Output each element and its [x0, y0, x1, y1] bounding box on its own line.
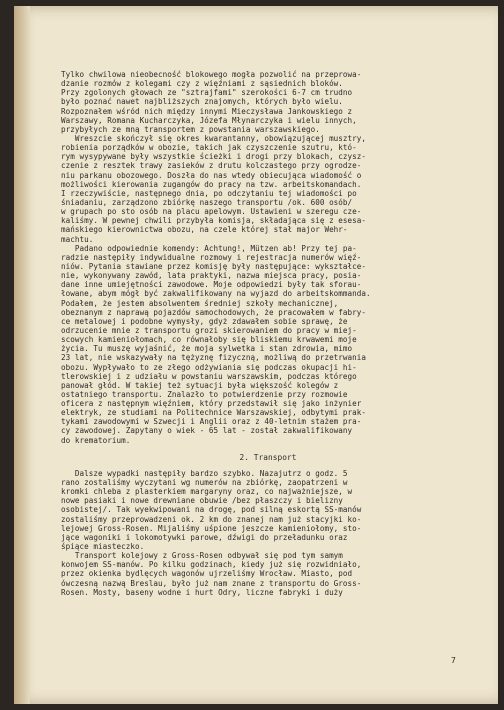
- text-line: machtu.: [61, 234, 94, 244]
- text-line: możliwości kierowania zugangów do pracy na tzw. arbeitskomandach.: [61, 179, 362, 189]
- text-line: obozu. Wypływało to ze złego odżywiania się podczas okupacji hi-: [61, 362, 357, 372]
- text-line: elektryk, ze studiami na Politechnice Warszawskiej, odbytymi prak-: [61, 408, 367, 418]
- text-line: oficera z następnym więźniem, który przedstawił się jako inżynier: [61, 399, 362, 409]
- text-line: kromki chleba z plasterkiem margaryny oraz, co najważniejsze, w: [61, 487, 353, 497]
- paragraph-2: [61, 134, 475, 244]
- text-line: Przy zgolonych głowach ze "sztrajfami" szerokości 6-7 cm trudno: [61, 88, 353, 98]
- text-line: Transport kolejowy z Gross-Rosen odbywał się pod tym samym: [61, 551, 343, 561]
- text-line: 23 lat, nie wskazywały na tężyznę fizyczną, możliwą do przetrwania: [61, 353, 367, 363]
- text-line: Rozpoznałem wśród nich między innymi Mieczysława Jankowskiego z: [61, 106, 353, 116]
- text-line: do krematorium.: [61, 435, 131, 445]
- text-line: kaliśmy. W pewnej chwili przybyła komisja, składająca się z esesa-: [61, 216, 367, 226]
- text-line: cy zawodowej. Zapytany o wiek - 65 lat - został zakwalifikowany: [61, 426, 353, 436]
- text-line: osobistej/. Tak wyekwipowani na drogę, pod silną eskortą SS-manów: [61, 505, 362, 515]
- text-line: śpiące miasteczko.: [61, 542, 145, 552]
- text-line: Rosen. Mosty, baseny wodne i hurt Odry, liczne fabryki i duży: [61, 587, 343, 597]
- text-line: przybyłych ze mną transportem z powstania warszawskiego.: [61, 124, 320, 134]
- text-line: Podałem, że jestem absolwentem średniej szkoły mechanicznej,: [61, 298, 339, 308]
- paragraph-1: [61, 70, 475, 134]
- text-line: zostaliśmy przeprowadzeni ok. 2 km do znanej nam już stacyjki ko-: [61, 514, 362, 524]
- paragraph-4: [61, 469, 475, 551]
- text-line: było poznać nawet najbliższych znajomych, których było wielu.: [61, 97, 343, 107]
- text-line: Padano odpowiednie komendy: Achtung!, Mützen ab! Przy tej pa-: [61, 243, 357, 253]
- text-line: obeznanym z naprawą pojazdów samochodowych, że pracowałem w fabry-: [61, 307, 367, 317]
- document-page: [14, 6, 498, 704]
- text-line: przez okienka bydlęcych wagonów ujrzeliśmy Wrocław. Miasto, pod: [61, 569, 353, 579]
- text-line: Tylko chwilowa nieobecność blokowego mogła pozwolić na przeprowa-: [61, 70, 362, 79]
- text-line: tlerowskiej i z udziału w powstaniu warszawskim, podczas którego: [61, 371, 357, 381]
- text-line: nowe pasiaki i nowe drewniane obuwie /bez płaszczy i bielizny: [61, 496, 343, 506]
- text-line: tykami zawodowymi w Szwecji i Anglii oraz z 40-letnim stażem pra-: [61, 417, 362, 427]
- text-line: w grupach po sto osób na placu apelowym. Ustawieni w szeregu cze-: [61, 207, 362, 217]
- text-line: panował głód. W takiej też sytuacji była większość kolegów z: [61, 380, 339, 390]
- text-line: śniadaniu, zarządzono zbiórkę naszego transportu /ok. 600 osób/: [61, 197, 353, 207]
- text-line: ówczesną nazwą Breslau, było już nam znane z transportu do Gross-: [61, 578, 362, 588]
- text-line: ostatniego transportu. Znalazło to potwierdzenie przy rozmowie: [61, 389, 348, 399]
- text-line: niu parkanu obozowego. Doszła do nas wtedy obiecująca wiadomość o: [61, 170, 362, 180]
- text-line: odrzucenie mnie z transportu grozi skierowaniem do pracy w miej-: [61, 325, 357, 335]
- page-binding-edge: [14, 6, 30, 704]
- text-line: Wreszcie skończył się okres kwarantanny, obowiązującej musztry,: [61, 133, 367, 143]
- text-line: nie, wykonywany zawód, lata praktyki, nazwa miejsca pracy, posia-: [61, 271, 362, 281]
- text-line: rym wysypywane były wszystkie ścieżki i drogi przy blokach, czysz-: [61, 152, 367, 162]
- text-line: robienia porządków w obozie, takich jak czyszczenie szutru, któ-: [61, 143, 357, 153]
- text-line: czenie z resztek trawy zasieków z drutu kolczastego przy ogrodze-: [61, 161, 362, 171]
- document-text: [61, 70, 475, 597]
- text-line: życia. Tu muszę wyjaśnić, że moja sylwetka i stan zdrowia, mimo: [61, 344, 353, 354]
- paragraph-3: [61, 244, 475, 445]
- text-line: konwojem SS-manów. Po kilku godzinach, kiedy już się rozwidniało,: [61, 560, 362, 570]
- text-line: radzie następiły indywidualne rozmowy i rejestracja numerów więź-: [61, 252, 362, 262]
- text-line: jące wagoniki i lokomotywki parowe, dźwigi do przeładunku oraz: [61, 532, 348, 542]
- paragraph-5: [61, 551, 475, 597]
- text-line: Warszawy, Romana Kucharczyka, Józefa Młynarczyka i wielu innych,: [61, 115, 357, 125]
- text-line: łowane, abym mógł być zakwalifikowany na wyjazd do arbeitskommanda.: [61, 289, 371, 299]
- text-line: rano zostaliśmy wyczytani wg numerów na zbiórkę, zaopatrzeni w: [61, 478, 348, 488]
- page-number: 7: [451, 656, 456, 665]
- text-line: niów. Pytania stawiane przez komisję były następujące: wykształce-: [61, 261, 367, 271]
- text-line: mańskiego kierownictwa obozu, na czele której stał major Wehr-: [61, 225, 348, 235]
- text-line: I rzeczywiście, następnego dnia, po odczytaniu tej wiadomości po: [61, 188, 357, 198]
- text-line: Dalsze wypadki następiły bardzo szybko. Nazajutrz o godz. 5: [61, 468, 348, 478]
- text-line: dane inne umiejętności zawodowe. Moje odpowiedzi były tak sforau-: [61, 280, 362, 290]
- text-line: scowych kamieniołomach, co równałoby się bliskiemu krwawemi moje: [61, 335, 357, 345]
- text-line: dzanie rozmów z kolegami czy z więźniami z sąsiednich bloków.: [61, 79, 343, 89]
- text-line: lejowej Gross-Rosen. Mijaliśmy uśpione jeszcze kamieniołomy, sto-: [61, 523, 362, 533]
- text-line: ce metalowej i podobne wymysły, gdyż zdawałem sobie sprawę, że: [61, 316, 348, 326]
- section-heading: 2. Transport: [239, 452, 297, 462]
